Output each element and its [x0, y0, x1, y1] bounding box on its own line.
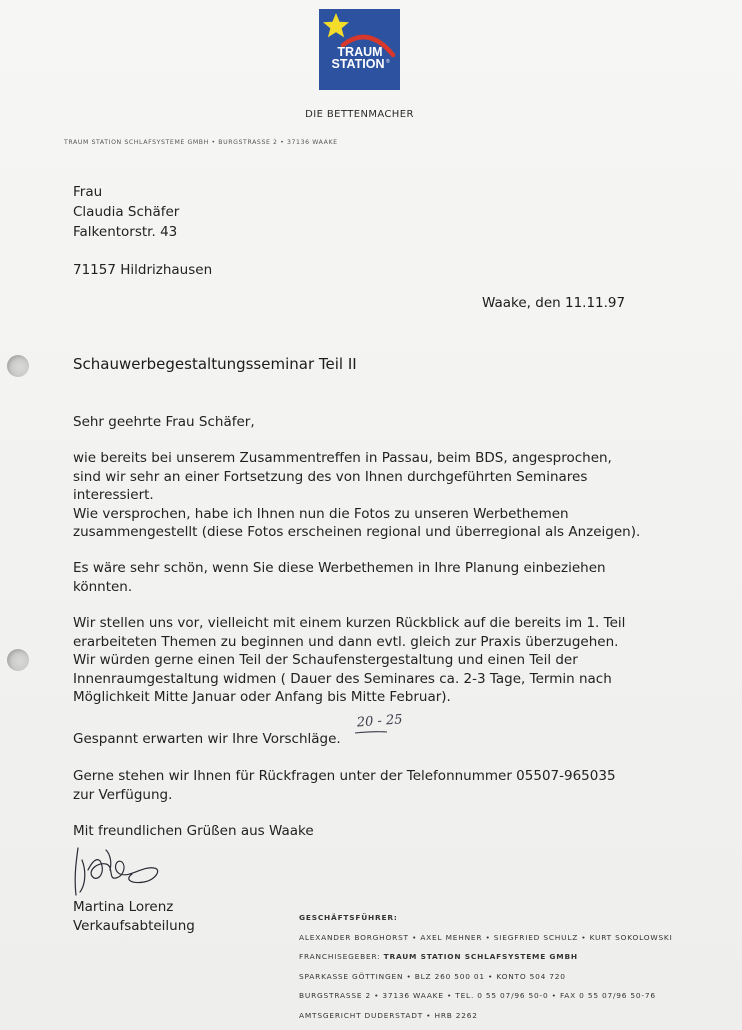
- footer-directors: ALEXANDER BORGHORST • AXEL MEHNER • SIEGFRIED SCHULZ • KURT SOKOLOWSKI: [299, 932, 673, 942]
- paragraph-line: sind wir sehr an einer Fortsetzung des von Ihnen durchgeführten Seminares: [73, 468, 588, 485]
- paragraph-line: zusammengestellt (diese Fotos erscheinen regional und überregional als Anzeigen).: [73, 524, 641, 541]
- handwritten-note-text: 20 - 25: [356, 712, 403, 731]
- paragraph-line: Innenraumgestaltung widmen ( Dauer des Seminares ca. 2-3 Tage, Termin nach: [73, 670, 612, 687]
- signer-department: Verkaufsabteilung: [73, 917, 195, 934]
- paragraph-line: Wir würden gerne einen Teil der Schaufenstergestaltung und einen Teil der: [73, 652, 578, 669]
- paragraph-5: [73, 767, 653, 804]
- company-footer: [299, 913, 673, 1030]
- closing: [73, 822, 653, 841]
- traum-station-logo: [319, 9, 400, 90]
- footer-court: AMTSGERICHT DUDERSTADT • HRB 2262: [299, 1010, 478, 1020]
- paragraph-line: erarbeiteten Themen zu beginnen und dann evtl. gleich zur Praxis überzugehen.: [73, 633, 619, 650]
- recipient-street: Falkentorstr. 43: [73, 224, 178, 240]
- paragraph-line: Wie versprochen, habe ich Ihnen nun die Fotos zu unseren Werbethemen: [73, 505, 569, 522]
- paragraph-2: [73, 559, 653, 596]
- footer-franchise: [299, 952, 673, 972]
- paragraph-1: [73, 449, 653, 542]
- paragraph-line: wie bereits bei unserem Zusammentreffen in Passau, beim BDS, angesprochen,: [73, 450, 612, 466]
- footer-address: BURGSTRASSE 2 • 37136 WAAKE • TEL. 0 55 07/96 50-0 • FAX 0 55 07/96 50-76: [299, 991, 656, 1000]
- footer-heading: GESCHÄFTSFÜHRER:: [299, 913, 398, 922]
- letter-date: Waake, den 11.11.97: [482, 295, 626, 311]
- logo-text-station: STATION: [331, 57, 385, 71]
- paragraph-line: interessiert.: [73, 487, 154, 504]
- logo-text-traum: TRAUM: [337, 45, 383, 59]
- paragraph-line: Gerne stehen wir Ihnen für Rückfragen unter der Telefonnummer 05507-965035: [73, 768, 616, 784]
- punch-hole-top: [7, 355, 29, 377]
- paragraph-line: Gespannt erwarten wir Ihre Vorschläge.: [73, 731, 341, 747]
- handwritten-signature: [66, 840, 176, 900]
- sender-line: TRAUM STATION SCHLAFSYSTEME GMBH • BURGSTRASSE 2 • 37136 WAAKE: [64, 139, 338, 146]
- logo-registered-mark: ®: [386, 59, 390, 65]
- recipient-salutation: Frau: [73, 184, 103, 200]
- paragraph-line: Wir stellen uns vor, vielleicht mit einem kurzen Rückblick auf die bereits im 1. Teil: [73, 615, 626, 631]
- paragraph-line: zur Verfügung.: [73, 786, 173, 803]
- paragraph-3: [73, 614, 653, 707]
- letter-subject: Schauwerbegestaltungsseminar Teil II: [73, 355, 357, 373]
- company-tagline: DIE BETTENMACHER: [305, 109, 414, 120]
- punch-hole-bottom: [7, 649, 29, 671]
- footer-franchise-label: FRANCHISEGEBER:: [299, 952, 384, 961]
- paragraph-4: [73, 730, 653, 749]
- footer-bank: SPARKASSE GÖTTINGEN • BLZ 260 500 01 • KONTO 504 720: [299, 971, 566, 981]
- greeting-line: Sehr geehrte Frau Schäfer,: [73, 414, 255, 430]
- signer-name: Martina Lorenz: [73, 899, 174, 915]
- recipient-name: Claudia Schäfer: [73, 204, 180, 220]
- paragraph-line: Es wäre sehr schön, wenn Sie diese Werbethemen in Ihre Planung einbeziehen: [73, 560, 606, 576]
- recipient-city: 71157 Hildrizhausen: [73, 262, 213, 278]
- greeting: [73, 413, 653, 432]
- paragraph-line: könnten.: [73, 578, 133, 595]
- closing-line: Mit freundlichen Grüßen aus Waake: [73, 823, 314, 839]
- footer-franchise-name: TRAUM STATION SCHLAFSYSTEME GMBH: [383, 952, 578, 961]
- paragraph-line: Möglichkeit Mitte Januar oder Anfang bis Mitte Februar).: [73, 689, 451, 706]
